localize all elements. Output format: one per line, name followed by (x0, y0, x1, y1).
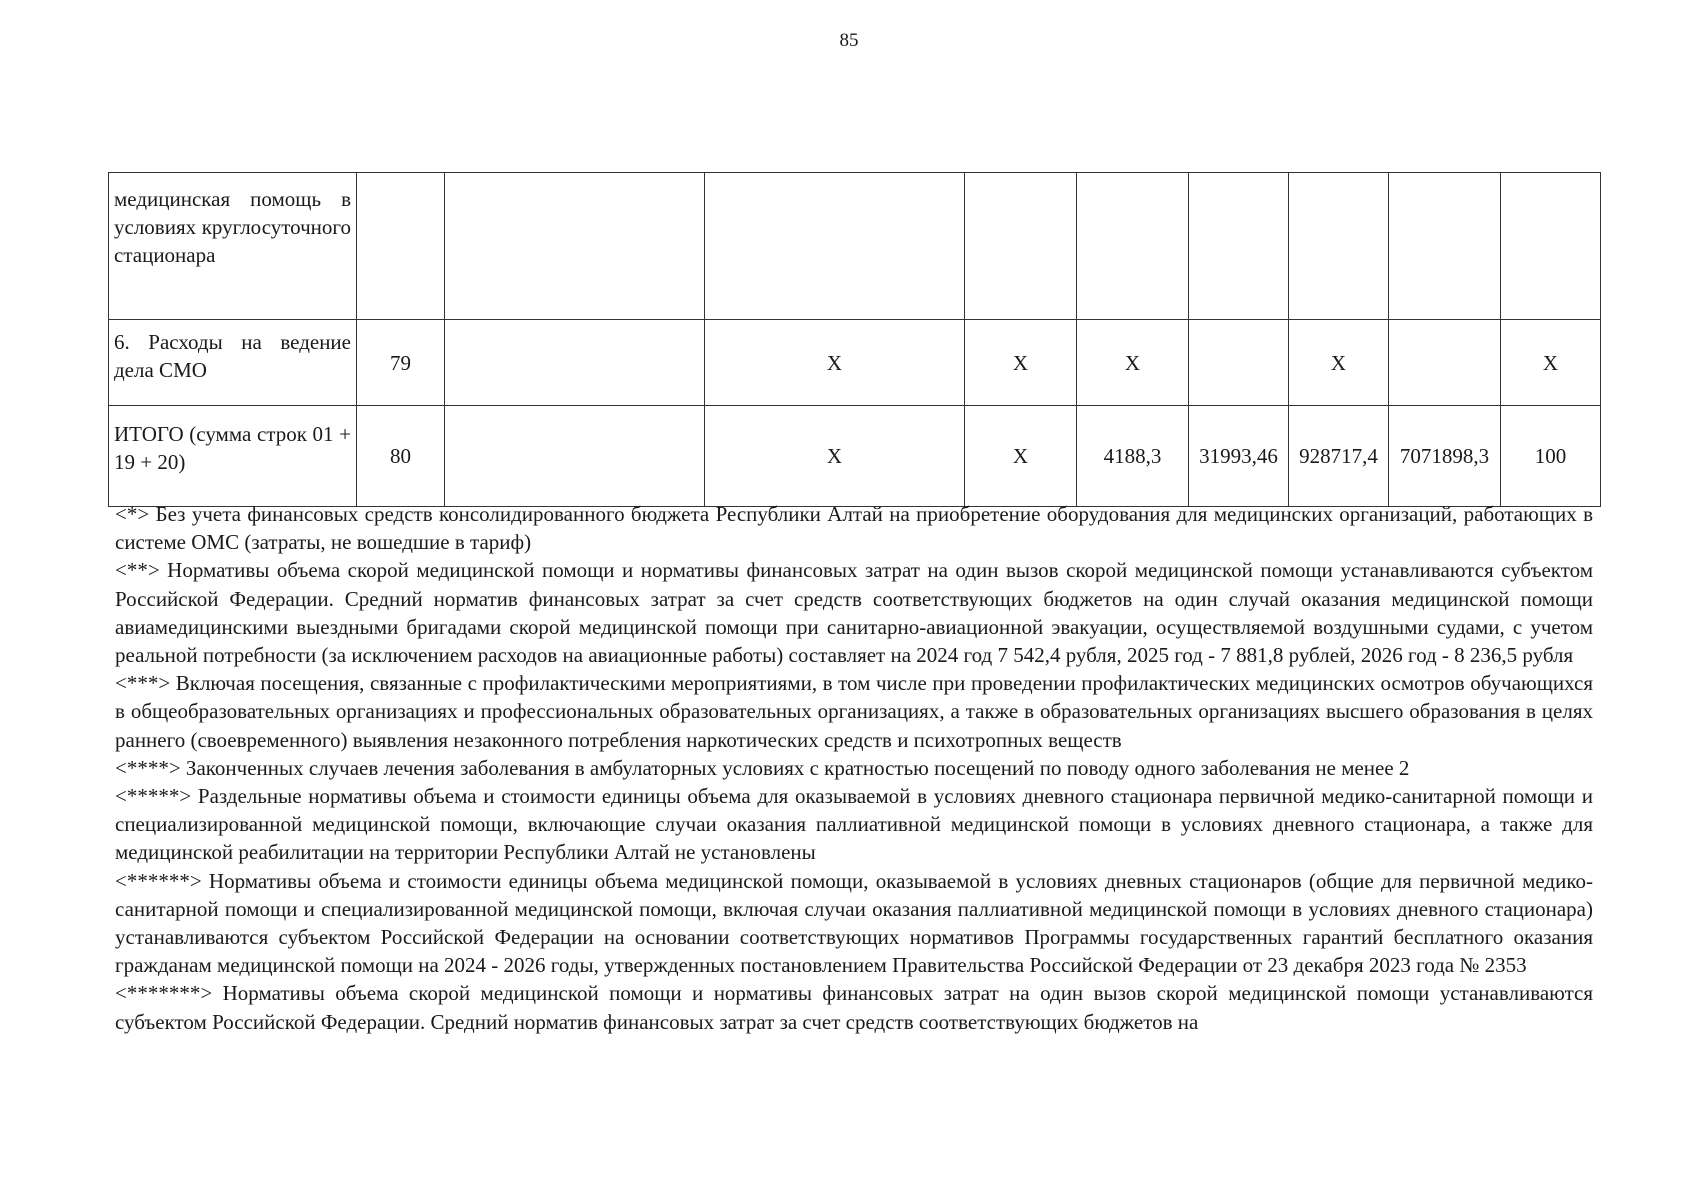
footnote: <***> Включая посещения, связанные с профилактическими мероприятиями, в том числе при проведении профилактических медицинских осмотров обучающихся в общеобразовательных организациях и профессиональных образовательных организациях, а также в образовательных организациях высшего образования в целях раннего (своевременного) выявления незаконного потребления наркотических средств и психотропных веществ (115, 671, 1593, 752)
table-cell: X (1289, 320, 1389, 406)
table-cell: X (705, 320, 965, 406)
table-cell: 4188,3 (1077, 406, 1189, 507)
row-number-cell: 80 (357, 406, 445, 507)
table-cell: X (965, 406, 1077, 507)
table-cell: X (1077, 320, 1189, 406)
footnotes (115, 500, 1593, 1036)
table-row (109, 406, 1601, 507)
row-label: ИТОГО (сумма строк 01 + 19 + 20) (109, 406, 357, 507)
table-cell: X (1501, 320, 1601, 406)
row-number-cell: 79 (357, 320, 445, 406)
footnote: <*> Без учета финансовых средств консолидированного бюджета Республики Алтай на приобретение оборудования для медицинских организаций, работающих в системе ОМС (затраты, не вошедшие в тариф) (115, 502, 1593, 555)
table-cell: 100 (1501, 406, 1601, 507)
row-label: 6. Расходы на ведение дела СМО (109, 320, 357, 406)
data-table (108, 172, 1601, 507)
footnote: <*******> Нормативы объема скорой медицинской помощи и нормативы финансовых затрат на один вызов скорой медицинской помощи устанавливаются субъектом Российской Федерации. Средний норматив финансовых затрат за счет средств соответствующих бюджетов на (115, 981, 1593, 1034)
table-cell: 31993,46 (1189, 406, 1289, 507)
table-cell (1501, 173, 1601, 320)
row-label: медицинская помощь в условиях круглосуточного стационара (109, 173, 357, 320)
table-row (109, 320, 1601, 406)
footnote: <******> Нормативы объема и стоимости единицы объема медицинской помощи, оказываемой в условиях дневных стационаров (общие для первичной медико-санитарной помощи и специализированной медицинской помощи, включая случаи оказания паллиативной медицинской помощи в условиях дневного стационара) устанавливаются субъектом Российской Федерации на основании соответствующих нормативов Программы государственных гарантий бесплатного оказания гражданам медицинской помощи на 2024 - 2026 годы, утвержденных постановлением Правительства Российской Федерации от 23 декабря 2023 года № 2353 (115, 868, 1593, 978)
table-row (109, 173, 1601, 320)
table-cell (1389, 173, 1501, 320)
table-cell (1189, 320, 1289, 406)
table-cell: X (705, 406, 965, 507)
table-cell (445, 406, 705, 507)
footnote: <**> Нормативы объема скорой медицинской помощи и нормативы финансовых затрат на один вызов скорой медицинской помощи устанавливаются субъектом Российской Федерации. Средний норматив финансовых затрат за счет средств соответствующих бюджетов на один случай оказания медицинской помощи авиамедицинскими выездными бригадами скорой медицинской помощи при санитарно-авиационной эвакуации, осуществляемой воздушными судами, с учетом реальной потребности (за исключением расходов на авиационные работы) составляет на 2024 год 7 542,4 рубля, 2025 год - 7 881,8 рублей, 2026 год - 8 236,5 рубля (115, 558, 1593, 668)
table-cell (445, 173, 705, 320)
table-cell: 928717,4 (1289, 406, 1389, 507)
table-cell: 7071898,3 (1389, 406, 1501, 507)
table-cell (357, 173, 445, 320)
table-cell: X (965, 320, 1077, 406)
table-cell (1289, 173, 1389, 320)
table-cell (1077, 173, 1189, 320)
table-cell (965, 173, 1077, 320)
footnote: <****> Законченных случаев лечения заболевания в амбулаторных условиях с кратностью посещений по поводу одного заболевания не менее 2 (115, 755, 1410, 780)
page-number: 85 (839, 30, 859, 51)
table-cell (445, 320, 705, 406)
table-cell (1189, 173, 1289, 320)
footnote: <*****> Раздельные нормативы объема и стоимости единицы объема для оказываемой в условиях дневного стационара первичной медико-санитарной помощи и специализированной медицинской помощи, включающие случаи оказания паллиативной медицинской помощи в условиях дневного стационара, а также для медицинской реабилитации на территории Республики Алтай не установлены (115, 784, 1593, 865)
table-cell (1389, 320, 1501, 406)
table-cell (705, 173, 965, 320)
